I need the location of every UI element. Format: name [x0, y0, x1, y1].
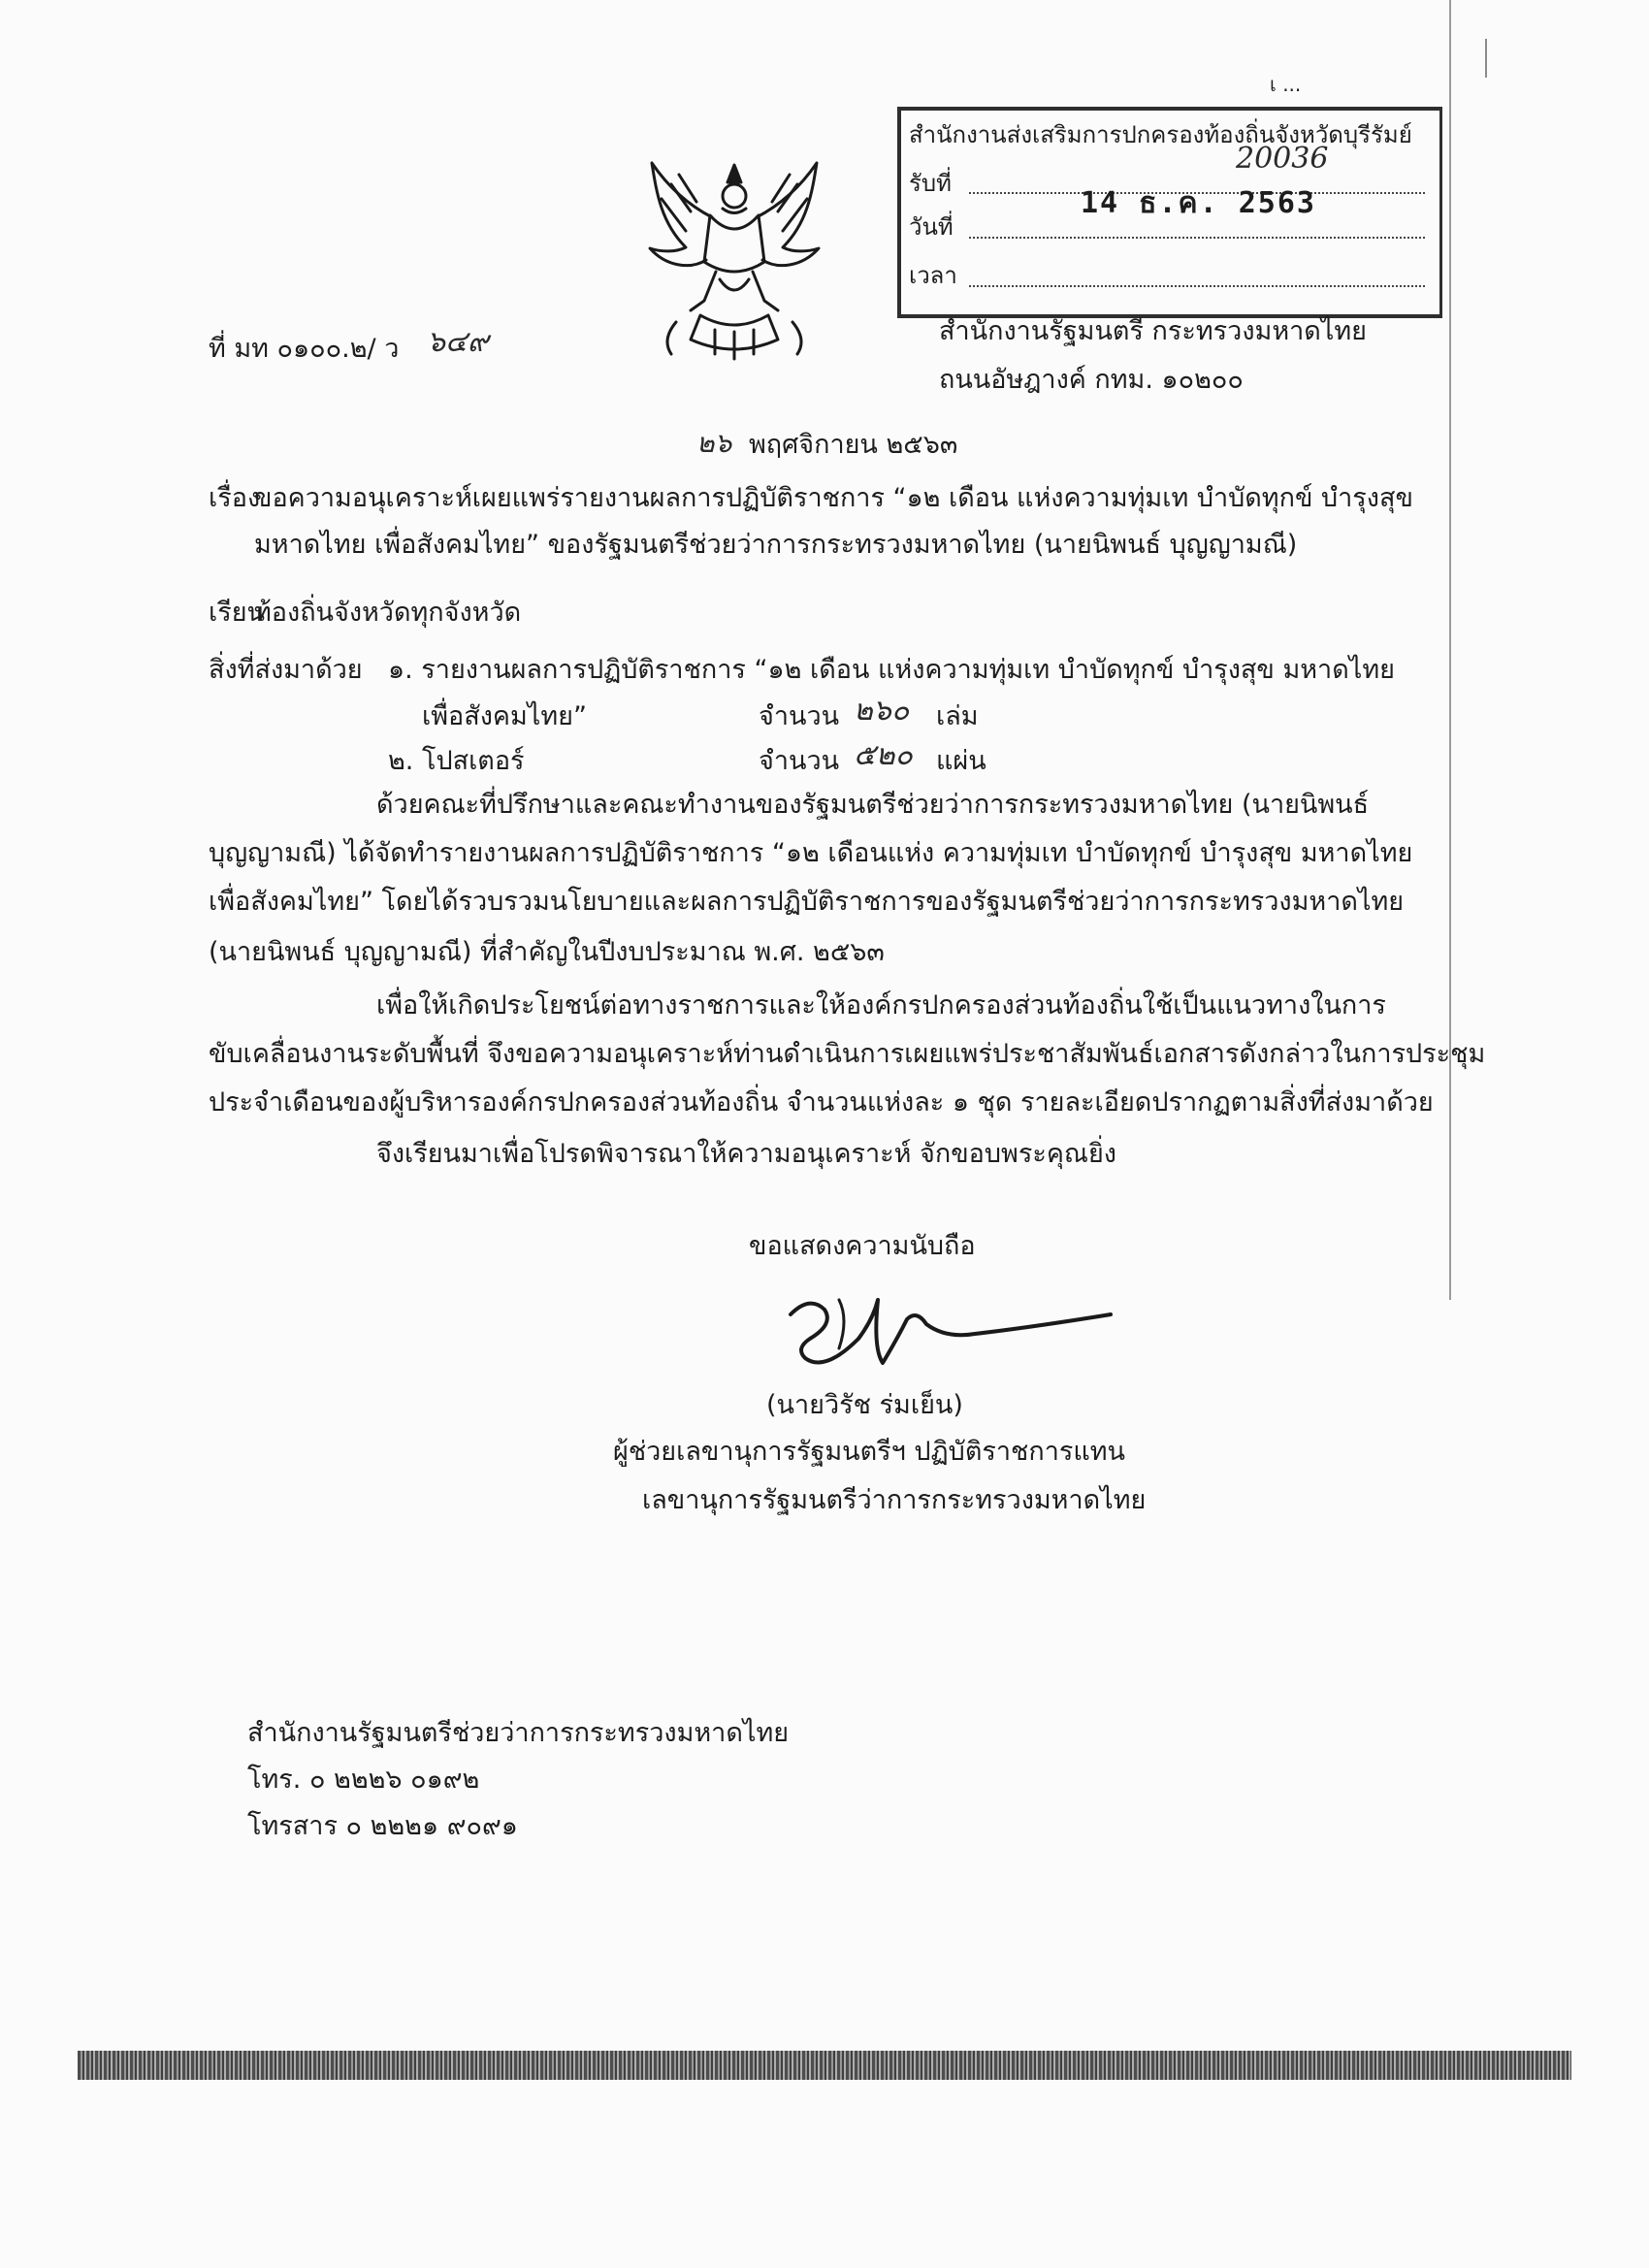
- footer-office: สำนักงานรัฐมนตรีช่วยว่าการกระทรวงมหาดไทย: [247, 1718, 790, 1748]
- sender-address: ถนนอัษฎางค์ กทม. ๑๐๒๐๐: [939, 365, 1244, 395]
- signer-name: (นายวิรัช ร่มเย็น): [766, 1390, 963, 1420]
- subject-line-1: ขอความอนุเคราะห์เผยแพร่รายงานผลการปฏิบัติราชการ “๑๒ เดือน แห่งความทุ่มเท บำบัดทุกข์ บำรุงสุข: [254, 483, 1413, 513]
- footer-fax: โทรสาร ๐ ๒๒๒๑ ๙๐๙๑: [247, 1811, 518, 1841]
- garuda-emblem-icon: [632, 155, 836, 369]
- enclosure-2-qty-label: จำนวน: [759, 746, 840, 776]
- paragraph-3: จึงเรียนมาเพื่อโปรดพิจารณาให้ความอนุเคราะห์ จักขอบพระคุณยิ่ง: [376, 1139, 1116, 1169]
- closing-text: ขอแสดงความนับถือ: [749, 1231, 976, 1261]
- stamp-time-label: เวลา: [909, 262, 957, 289]
- stamp-corner-text: เ ...: [1270, 73, 1302, 96]
- handwritten-signature: [781, 1280, 1130, 1397]
- stamp-date-dots: [969, 237, 1425, 239]
- scan-bottom-band: [78, 2051, 1571, 2080]
- enclosure-1-line-2: เพื่อสังคมไทย”: [422, 701, 587, 731]
- document-date: พฤศจิกายน ๒๕๖๓: [749, 430, 958, 460]
- stamp-receipt-number: 20036: [1236, 142, 1329, 176]
- enclosure-2: ๒. โปสเตอร์: [388, 746, 525, 776]
- signer-title-2: เลขานุการรัฐมนตรีว่าการกระทรวงมหาดไทย: [642, 1485, 1147, 1515]
- enclosure-1-qty: ๒๖๐: [854, 694, 910, 728]
- paragraph-2-line-3: ประจำเดือนของผู้บริหารองค์กรปกครองส่วนท้องถิ่น จำนวนแห่งละ ๑ ชุด รายละเอียดปรากฏตามสิ่งที่ส่งมาด้วย: [209, 1087, 1434, 1118]
- paragraph-1-line-2: บุญญามณี) ได้จัดทำรายงานผลการปฏิบัติราชการ “๑๒ เดือนแห่ง ความทุ่มเท บำบัดทุกข์ บำรุงสุข มหาดไทย: [209, 838, 1413, 868]
- stamp-time-dots: [969, 285, 1425, 287]
- scan-edge-line: [1449, 0, 1451, 1300]
- subject-line-2: มหาดไทย เพื่อสังคมไทย” ของรัฐมนตรีช่วยว่าการกระทรวงมหาดไทย (นายนิพนธ์ บุญญามณี): [254, 530, 1298, 560]
- enclosure-1-line-1: ๑. รายงานผลการปฏิบัติราชการ “๑๒ เดือน แห่งความทุ่มเท บำบัดทุกข์ บำรุงสุข มหาดไทย: [388, 655, 1395, 685]
- paragraph-1-line-1: ด้วยคณะที่ปรึกษาและคณะทำงานของรัฐมนตรีช่วยว่าการกระทรวงมหาดไทย (นายนิพนธ์: [376, 790, 1370, 820]
- scan-edge-mark: [1485, 39, 1487, 78]
- paragraph-2-line-2: ขับเคลื่อนงานระดับพื้นที่ จึงขอความอนุเคราะห์ท่านดำเนินการเผยแพร่ประชาสัมพันธ์เอกสารดังกล่าวในการประชุม: [209, 1039, 1486, 1069]
- paragraph-2-line-1: เพื่อให้เกิดประโยชน์ต่อทางราชการและให้องค์กรปกครองส่วนท้องถิ่นใช้เป็นแนวทางในการ: [376, 990, 1386, 1021]
- sender-office: สำนักงานรัฐมนตรี กระทรวงมหาดไทย: [939, 316, 1368, 346]
- recipient: ท้องถิ่นจังหวัดทุกจังหวัด: [254, 598, 522, 628]
- stamp-date-value: 14 ธ.ค. 2563: [1081, 186, 1316, 220]
- stamp-date-label: วันที่: [909, 213, 954, 241]
- stamp-agency: สำนักงานส่งเสริมการปกครองท้องถิ่นจังหวัดบุรีรัมย์: [909, 121, 1412, 148]
- enclosure-2-qty: ๕๒๐: [854, 738, 913, 772]
- document-ref-number: ที่ มท ๐๑๐๐.๒/ ว: [209, 334, 400, 364]
- subject-label: เรื่อง: [209, 483, 261, 513]
- enclosure-2-unit: แผ่น: [936, 746, 986, 776]
- paragraph-1-line-4: (นายนิพนธ์ บุญญามณี) ที่สำคัญในปีงบประมาณ พ.ศ. ๒๕๖๓: [209, 937, 885, 967]
- footer-phone: โทร. ๐ ๒๒๒๖ ๐๑๙๒: [247, 1765, 480, 1795]
- enclosure-label: สิ่งที่ส่งมาด้วย: [209, 655, 363, 685]
- document-ref-handwritten: ๖๔๙: [427, 325, 489, 359]
- stamp-receipt-label: รับที่: [909, 170, 952, 197]
- document-date-day: ๒๖: [696, 427, 732, 459]
- paragraph-1-line-3: เพื่อสังคมไทย” โดยได้รวบรวมนโยบายและผลการปฏิบัติราชการของรัฐมนตรีช่วยว่าการกระทรวงมหาดไทย: [209, 887, 1405, 917]
- receipt-stamp: [897, 73, 1442, 318]
- signer-title-1: ผู้ช่วยเลขานุการรัฐมนตรีฯ ปฏิบัติราชการแทน: [613, 1437, 1126, 1467]
- enclosure-1-qty-label: จำนวน: [759, 701, 840, 731]
- recipient-label: เรียน: [209, 598, 266, 628]
- enclosure-1-unit: เล่ม: [936, 701, 979, 731]
